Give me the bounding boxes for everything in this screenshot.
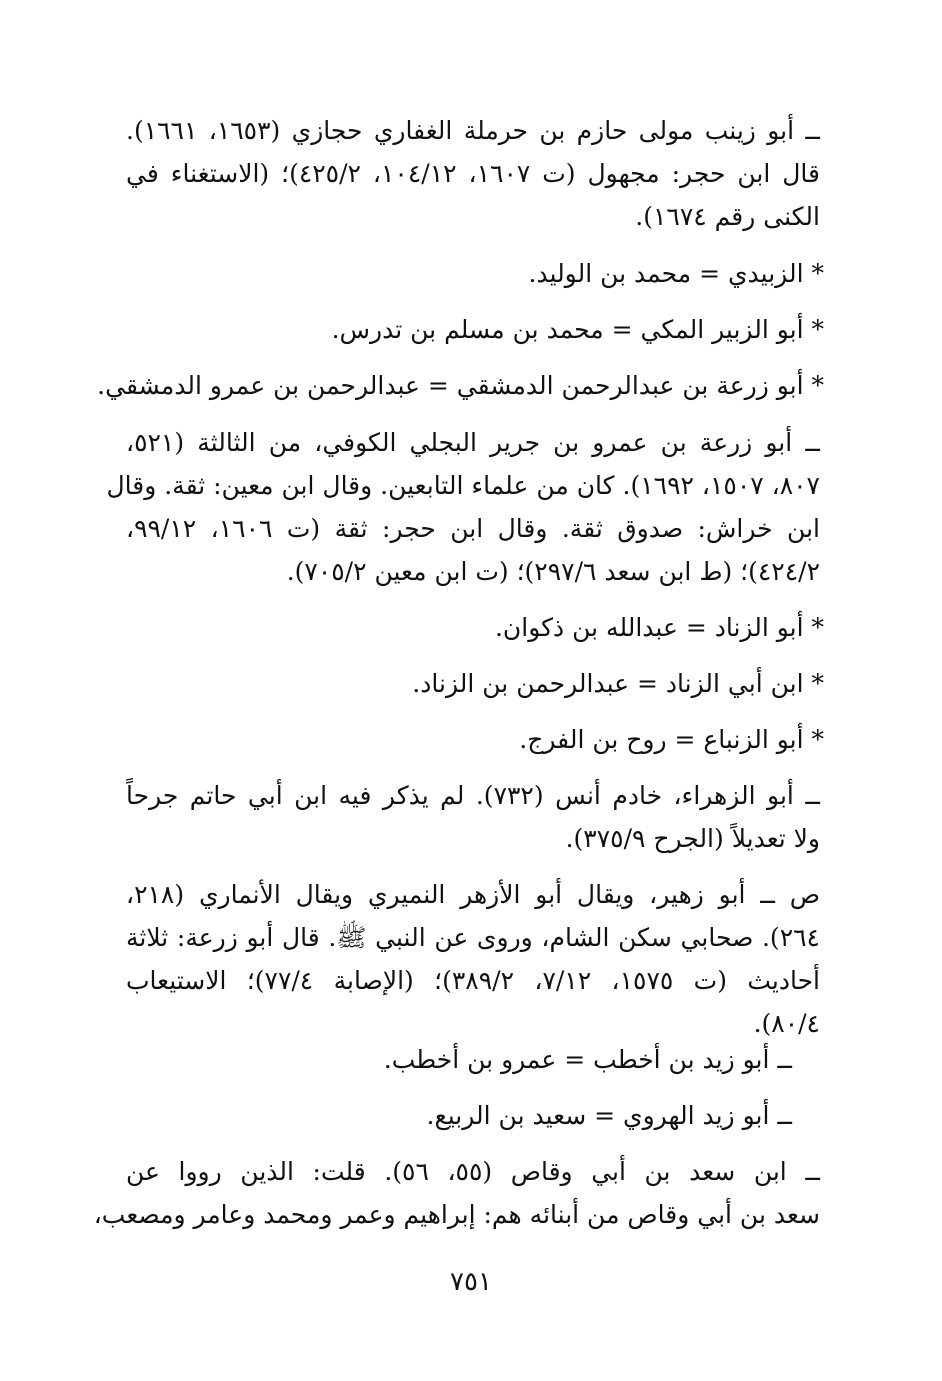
entry-abu-zaynab-line-3: الكنى رقم ١٦٧٤). xyxy=(635,202,820,231)
entry-abu-zuhayr-line-4: ٨٠/٤). xyxy=(753,1009,820,1038)
entry-abu-zurah-line-4: ٤٢٤/٢)؛ (ط ابن سعد ٢٩٧/٦)؛ (ت ابن معين ٧٠٥/٢). xyxy=(286,557,820,586)
cross-ref-zubaydi: * الزبيدي = محمد بن الوليد. xyxy=(528,259,824,288)
entry-abu-zurah-line-3: ابن خراش: صدوق ثقة. وقال ابن حجر: ثقة (ت ١٦٠٦، ٩٩/١٢، xyxy=(126,514,820,543)
page-number: ٧٥١ xyxy=(450,1267,492,1297)
entry-abu-zaynab-line-1: ــ أبو زينب مولى حازم بن حرملة الغفاري حجازي (١٦٥٣، ١٦٦١). xyxy=(126,116,820,145)
entry-ibn-sad-line-2: سعد بن أبي وقاص من أبنائه هم: إبراهيم وعمر ومحمد وعامر ومصعب، xyxy=(93,1200,820,1229)
cross-ref-abu-zayd-akhtab: ــ أبو زيد بن أخطب = عمرو بن أخطب. xyxy=(383,1045,792,1074)
entry-abu-zuhayr-line-2: ٢٦٤). صحابي سكن الشام، وروى عن النبي ﷺ. قال أبو زرعة: ثلاثة xyxy=(126,923,820,952)
cross-ref-abu-zubayr: * أبو الزبير المكي = محمد بن مسلم بن تدرس. xyxy=(331,315,824,344)
entry-abu-zahra-line-1: ــ أبو الزهراء، خادم أنس (٧٣٢). لم يذكر فيه ابن أبي حاتم جرحاً xyxy=(126,781,820,810)
cross-ref-abu-zayd-harawi: ــ أبو زيد الهروي = سعيد بن الربيع. xyxy=(426,1101,792,1130)
cross-ref-abu-zurah-dimashqi: * أبو زرعة بن عبدالرحمن الدمشقي = عبدالرحمن بن عمرو الدمشقي. xyxy=(97,371,824,400)
entry-abu-zuhayr-line-3: أحاديث (ت ١٥٧٥، ٧/١٢، ٣٨٩/٢)؛ (الإصابة ٧٧/٤)؛ الاستيعاب xyxy=(126,966,820,995)
entry-abu-zurah-line-2: ٨٠٧، ١٥٠٧، ١٦٩٢). كان من علماء التابعين. وقال ابن معين: ثقة. وقال xyxy=(106,471,820,500)
entry-ibn-sad-line-1: ــ ابن سعد بن أبي وقاص (٥٥، ٥٦). قلت: الذين رووا عن xyxy=(126,1157,820,1186)
entry-abu-zuhayr-line-1: ص ــ أبو زهير، ويقال أبو الأزهر النميري ويقال الأنماري (٢١٨، xyxy=(126,880,820,909)
cross-ref-ibn-abi-zinad: * ابن أبي الزناد = عبدالرحمن بن الزناد. xyxy=(412,669,824,698)
cross-ref-abu-zinba: * أبو الزنباع = روح بن الفرج. xyxy=(519,725,824,754)
cross-ref-abu-zinad: * أبو الزناد = عبدالله بن ذكوان. xyxy=(494,613,824,642)
entry-abu-zurah-line-1: ــ أبو زرعة بن عمرو بن جرير البجلي الكوفي، من الثالثة (٥٢١، xyxy=(126,428,820,457)
entry-abu-zaynab-line-2: قال ابن حجر: مجهول (ت ١٦٠٧، ١٠٤/١٢، ٤٢٥/٢)؛ (الاستغناء في xyxy=(126,159,820,188)
entry-abu-zahra-line-2: ولا تعديلاً (الجرح ٣٧٥/٩). xyxy=(565,824,820,853)
